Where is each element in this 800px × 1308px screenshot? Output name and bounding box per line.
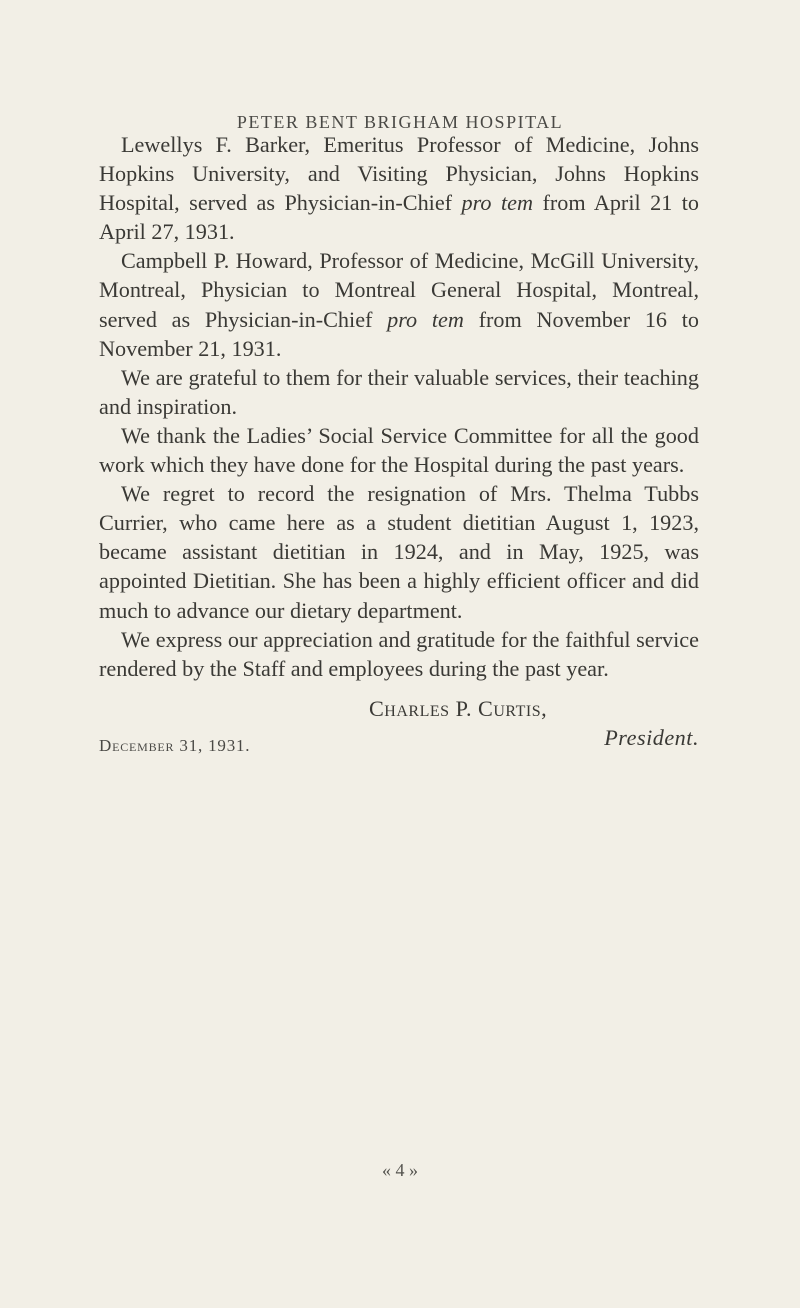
pro-tem-italic: pro tem <box>387 306 464 332</box>
paragraph-ladies-committee: We thank the Ladies’ Social Service Committee for all the good work which they have done for the Hospital during the past years. <box>99 422 699 478</box>
paragraph-resignation: We regret to record the resignation of Mrs. Thelma Tubbs Currier, who came here as a student dietitian August 1, 1923, became assistant dietitian in 1924, and in May, 1925, was appointed Dietitian. She has been a highly efficient officer and did much to advance our dietary department. <box>99 481 699 623</box>
signature-block <box>369 694 699 752</box>
pro-tem-italic: pro tem <box>461 190 534 216</box>
signature-name: Charles P. Curtis, <box>369 696 548 721</box>
paragraph-gratitude: We are grateful to them for their valuable services, their teaching and inspiration. <box>99 364 699 419</box>
paragraph-appreciation: We express our appreciation and gratitude for the faithful service rendered by the Staff and employees during the past year. <box>99 626 699 681</box>
paragraph-howard-text: Campbell P. Howard, Professor of Medicine, McGill University, Montreal, Physician to Montreal General Hospital, Montreal, served as Physician-in-Chief <box>99 248 699 332</box>
paragraph-barker-text: Lewellys F. Barker, Emeritus Professor of Medicine, Johns Hopkins University, and Visiting Physician, Johns Hopkins Hospital, served as Physician-in-Chief <box>99 132 699 216</box>
paragraph-howard <box>99 246 699 362</box>
signature-title: President. <box>604 725 699 750</box>
running-head: PETER BENT BRIGHAM HOSPITAL <box>236 112 564 132</box>
date-line: December 31, 1931. <box>99 736 251 755</box>
paragraph-barker-dates: from April 21 to April 27, 1931. <box>99 190 699 245</box>
paragraph-barker <box>99 130 699 246</box>
body-text <box>99 130 699 683</box>
page-number: « 4 » <box>382 1160 418 1180</box>
paragraph-howard-dates: from November 16 to November 21, 1931. <box>99 306 699 361</box>
